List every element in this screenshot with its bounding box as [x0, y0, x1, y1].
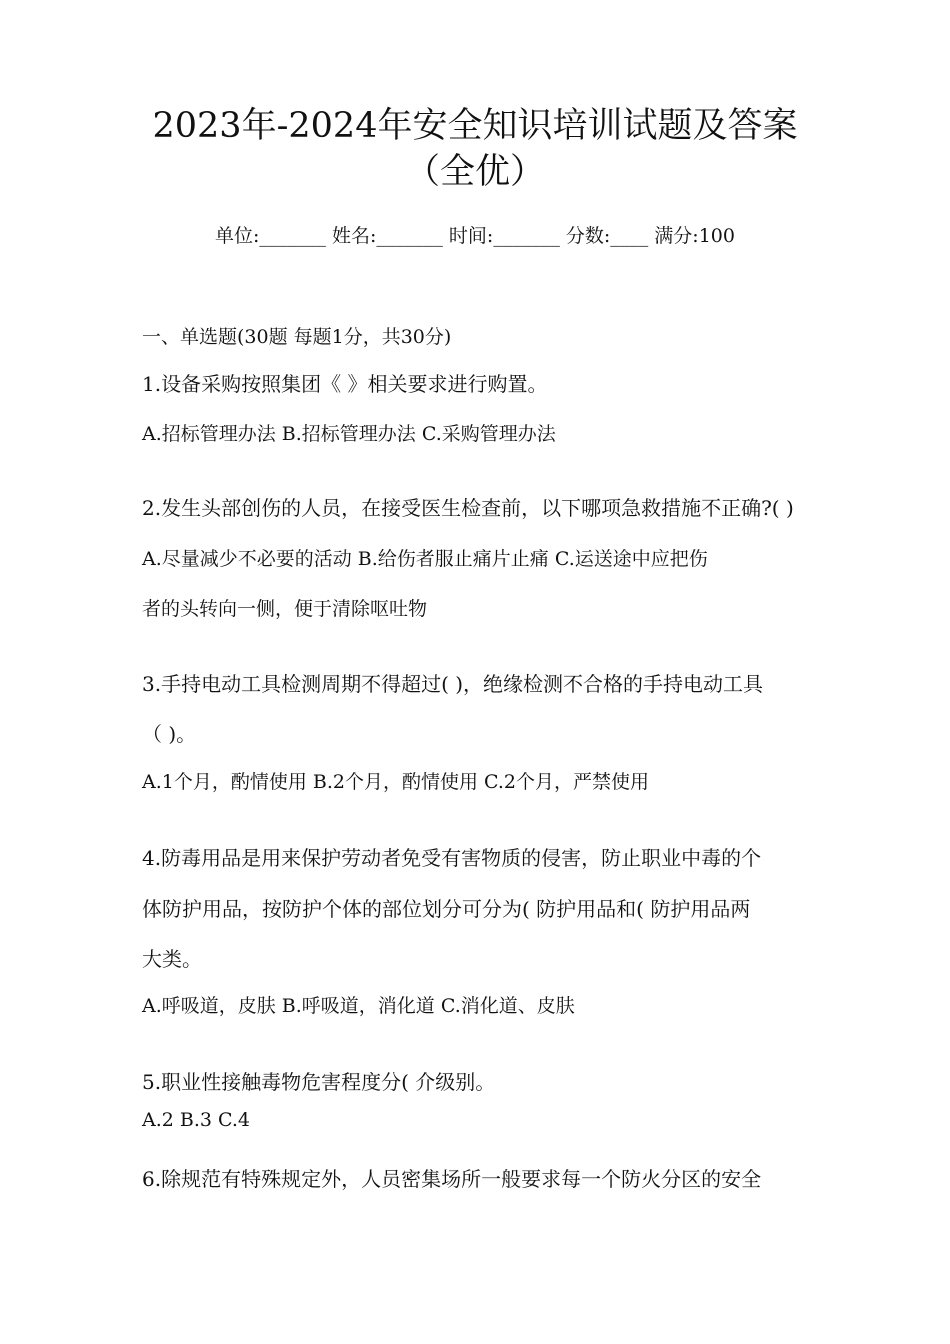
question-2-options-cont: 者的头转向一侧，便于清除呕吐物	[142, 598, 428, 620]
question-5-text: 5.职业性接触毒物危害程度分( 介级别。	[142, 1070, 496, 1094]
question-3-options: A.1个月，酌情使用 B.2个月，酌情使用 C.2个月，严禁使用	[142, 771, 650, 793]
question-4-text-cont: 体防护用品，按防护个体的部位划分可分为( 防护用品和( 防护用品两	[142, 897, 751, 921]
document-subtitle: （全优）	[404, 152, 545, 192]
question-2-text: 2.发生头部创伤的人员，在接受医生检查前，以下哪项急救措施不正确?( )	[142, 496, 794, 520]
question-2-options: A.尽量减少不必要的活动 B.给伤者服止痛片止痛 C.运送途中应把伤	[142, 548, 708, 570]
question-4-text: 4.防毒用品是用来保护劳动者免受有害物质的侵害，防止职业中毒的个	[142, 846, 762, 870]
section-heading: 一、单选题(30题 每题1分，共30分)	[142, 326, 452, 348]
question-5-options: A.2 B.3 C.4	[142, 1109, 251, 1131]
exam-info-line: 单位:_______ 姓名:_______ 时间:_______ 分数:____ 满分:100	[215, 225, 735, 247]
question-4-options: A.呼吸道，皮肤 B.呼吸道，消化道 C.消化道、皮肤	[142, 995, 575, 1017]
question-4-text-cont-2: 大类。	[142, 947, 202, 971]
document-title: 2023年-2024年安全知识培训试题及答案	[152, 106, 798, 146]
question-6-text: 6.除规范有特殊规定外，人员密集场所一般要求每一个防火分区的安全	[142, 1167, 762, 1191]
question-1-options: A.招标管理办法 B.招标管理办法 C.采购管理办法	[142, 423, 556, 445]
question-3-text-cont: （ )。	[142, 722, 197, 746]
question-3-text: 3.手持电动工具检测周期不得超过( )，绝缘检测不合格的手持电动工具	[142, 672, 764, 696]
question-1-text: 1.设备采购按照集团《 》相关要求进行购置。	[142, 372, 548, 396]
